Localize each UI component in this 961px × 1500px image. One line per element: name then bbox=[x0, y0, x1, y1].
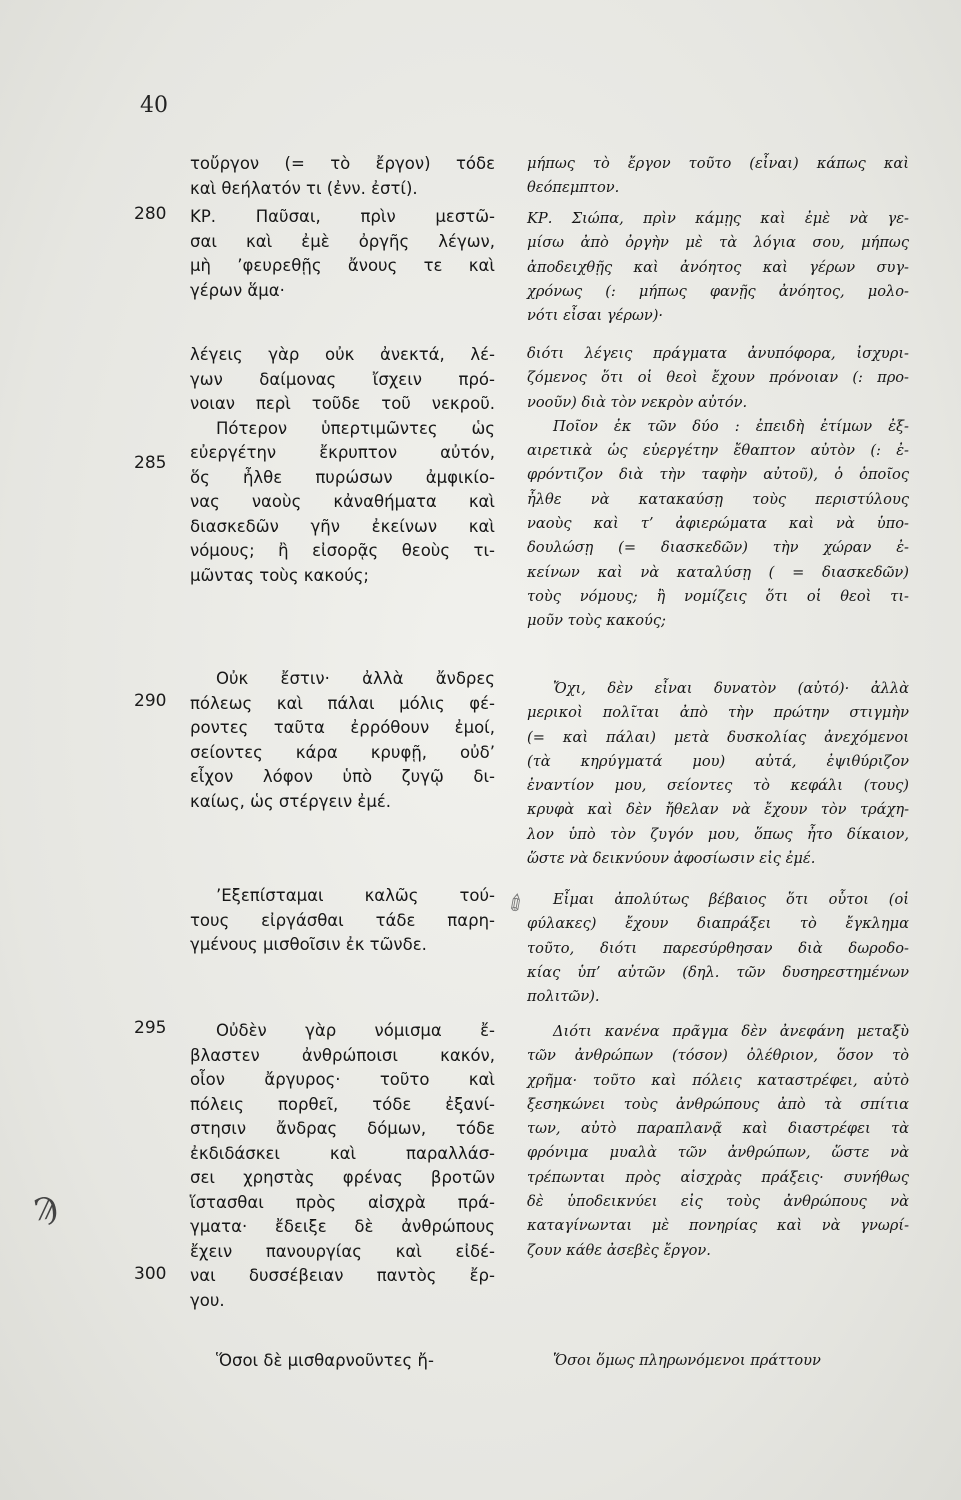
text-line: μερικοὶ πολῖται ἀπὸ τὴν πρώτην στιγμὴν bbox=[527, 704, 909, 722]
greek-block-6 bbox=[190, 1019, 495, 1313]
modern-block-5 bbox=[527, 888, 909, 1009]
text-line: κρυφὰ καὶ δὲν ἤθελαν νὰ ἔχουν τὸν τράχη- bbox=[527, 801, 909, 819]
text-line: θεόπεμπτον. bbox=[527, 179, 620, 197]
text-line: κίας ὑπ’ αὐτῶν (δηλ. τῶν δυσηρεστημένων bbox=[527, 963, 909, 981]
text-line: εἶχον λόφον ὑπὸ ζυγῷ δι- bbox=[190, 767, 495, 786]
text-line: Ὅσοι ὅμως πληρωνόμενοι πράττουν bbox=[553, 1352, 821, 1369]
text-line: κείνων καὶ νὰ καταλύσῃ ( = διασκεδῶν) bbox=[527, 563, 909, 581]
page-number: 40 bbox=[140, 93, 168, 118]
text-line: νόμους; ἢ εἰσορᾷς θεοὺς τι- bbox=[190, 541, 495, 560]
verse-number-295: 295 bbox=[134, 1018, 167, 1038]
modern-block-1 bbox=[527, 152, 909, 201]
text-line: ζόμενος ὅτι οἱ θεοὶ ἔχουν πρόνοιαν (: προ- bbox=[527, 369, 909, 387]
text-line: καὶ θεήλατόν τι (ἐνν. ἐστί). bbox=[190, 178, 418, 198]
text-line: τοὺς νόμους; ἢ νομίζεις ὅτι οἱ θεοὶ τι- bbox=[527, 587, 909, 605]
margin-handwritten-mark: Ϡ bbox=[31, 1190, 61, 1229]
text-line: Πότερον ὑπερτιμῶντες ὡς bbox=[216, 418, 495, 438]
text-line: νας ναοὺς κἀναθήματα καὶ bbox=[190, 492, 495, 511]
text-line: νότι εἶσαι γέρων)· bbox=[527, 307, 664, 325]
text-line: γμένους μισθοῖσιν ἐκ τῶνδε. bbox=[190, 935, 427, 954]
text-line: λέγεις γὰρ οὐκ ἀνεκτά, λέ- bbox=[190, 345, 495, 364]
verse-number-280: 280 bbox=[134, 204, 167, 224]
text-line: διότι λέγεις πράγματα ἀνυπόφορα, ἰσχυρι- bbox=[527, 345, 909, 362]
greek-block-5 bbox=[190, 884, 495, 958]
text-line: ΚΡ. Παῦσαι, πρὶν μεστῶ- bbox=[190, 207, 495, 226]
text-line: πολιτῶν). bbox=[527, 988, 600, 1006]
modern-block-7 bbox=[527, 1349, 909, 1373]
text-line: ἐκδιδάσκει καὶ παραλλάσ- bbox=[190, 1143, 495, 1163]
greek-block-4 bbox=[190, 667, 495, 814]
text-line: μοῦν τοὺς κακούς; bbox=[527, 612, 666, 630]
text-line: χρῆμα· τοῦτο καὶ πόλεις καταστρέφει, αὐτὸ bbox=[527, 1071, 909, 1089]
verse-number-300: 300 bbox=[134, 1264, 167, 1284]
text-line: γου. bbox=[190, 1290, 225, 1310]
text-line: πόλεως καὶ πάλαι μόλις φέ- bbox=[190, 693, 495, 713]
text-line: ὅς ἦλθε πυρώσων ἀμφικίο- bbox=[190, 467, 495, 487]
text-line: νοοῦν) διὰ τὸν νεκρὸν αὐτόν. bbox=[527, 393, 748, 411]
text-line: χρόνως (: μήπως φανῇς ἀνόητος, μολο- bbox=[527, 282, 909, 300]
text-line: φρόντιζον διὰ τὴν ταφὴν αὐτοῦ), ὁ ὁποῖος bbox=[527, 466, 909, 484]
greek-block-2 bbox=[190, 205, 495, 303]
verse-number-285: 285 bbox=[134, 453, 167, 473]
text-line: γων δαίμονας ἴσχειν πρό- bbox=[190, 369, 495, 389]
text-line: τους εἰργάσθαι τάδε παρη- bbox=[190, 910, 495, 930]
text-line: αιρετικὰ ὡς εὐεργέτην ἔθαπτον αὐτὸν (: ἐ- bbox=[527, 442, 909, 460]
text-line: ὥστε νὰ δεικνύουν ἀφοσίωσιν εἰς ἐμέ. bbox=[527, 850, 816, 868]
pencil-mark-icon: ✐ bbox=[502, 888, 532, 921]
text-line: Ποῖον ἐκ τῶν δύο : ἐπειδὴ ἐτίμων ἐξ- bbox=[553, 417, 909, 435]
text-line: βλαστεν ἀνθρώποισι κακόν, bbox=[190, 1045, 495, 1065]
verse-number-290: 290 bbox=[134, 691, 167, 711]
text-line: ἀποδειχθῇς καὶ ἀνόητος καὶ γέρων συγ- bbox=[527, 258, 909, 276]
text-line: σείοντες κάρα κρυφῇ, οὐδ’ bbox=[190, 742, 495, 762]
text-line: στησιν ἄνδρας δόμων, τόδε bbox=[190, 1119, 495, 1138]
text-line: τοὔργον (= τὸ ἔργον) τόδε bbox=[190, 154, 495, 173]
text-line: εὐεργέτην ἔκρυπτον αὐτόν, bbox=[190, 443, 495, 462]
text-line: ξεσηκώνει τοὺς ἀνθρώπους ἀπὸ τὰ σπίτια bbox=[527, 1095, 909, 1113]
greek-block-1 bbox=[190, 152, 495, 201]
text-line: ἔχειν πανουργίας καὶ εἰδέ- bbox=[190, 1241, 495, 1261]
text-line: μίσω ἀπὸ ὀργὴν μὲ τὰ λόγια σου, μήπως bbox=[527, 234, 909, 252]
text-line: ναοὺς καὶ τ’ ἀφιερώματα καὶ νὰ ὑπο- bbox=[527, 515, 909, 533]
text-line: φρόνιμα μυαλὰ τῶν ἀνθρώπων, ὥστε νὰ bbox=[527, 1144, 909, 1162]
text-line: νοιαν περὶ τοῦδε τοῦ νεκροῦ. bbox=[190, 394, 495, 413]
text-line: οἷον ἄργυρος· τοῦτο καὶ bbox=[190, 1070, 495, 1089]
text-line: (τὰ κηρύγματά μου) αὐτά, ἐψιθύριζον bbox=[527, 752, 909, 770]
text-line: Ὄχι, δὲν εἶναι δυνατὸν (αὐτό)· ἀλλὰ bbox=[553, 680, 909, 697]
text-line: τρέπωνται πρὸς αἰσχρὰς πράξεις· συνήθως bbox=[527, 1168, 909, 1186]
text-line: των, αὐτὸ παραπλανᾷ καὶ διαστρέφει τὰ bbox=[527, 1120, 909, 1138]
text-line: ἐναντίον μου, σείοντες τὸ κεφάλι (τους) bbox=[527, 777, 909, 795]
text-line: πόλεις πορθεῖ, τόδε ἐξανί- bbox=[190, 1094, 495, 1114]
text-line: διασκεδῶν γῆν ἐκείνων καὶ bbox=[190, 516, 495, 536]
text-line: Ὅσοι δὲ μισθαρνοῦντες ἤ- bbox=[216, 1351, 434, 1370]
text-line: καίως, ὡς στέργειν ἐμέ. bbox=[190, 791, 392, 811]
text-line: ΚΡ. Σιώπα, πρὶν κάμῃς καὶ ἐμὲ νὰ γε- bbox=[527, 210, 909, 227]
modern-block-6 bbox=[527, 1020, 909, 1263]
text-line: λον ὑπὸ τὸν ζυγόν μου, ὅπως ἦτο δίκαιον, bbox=[527, 825, 909, 843]
text-line: γματα· ἔδειξε δὲ ἀνθρώπους bbox=[190, 1217, 495, 1236]
text-line: ἦλθε νὰ κατακαύσῃ τοὺς περιστύλους bbox=[527, 490, 909, 508]
text-line: μήπως τὸ ἔργον τοῦτο (εἶναι) κάπως καὶ bbox=[527, 155, 909, 172]
text-line: Εἶμαι ἀπολύτως βέβαιος ὅτι οὗτοι (οἱ bbox=[553, 891, 909, 908]
greek-block-7 bbox=[190, 1349, 495, 1374]
modern-block-2 bbox=[527, 207, 909, 328]
text-line: ζουν κάθε ἀσεβὲς ἔργον. bbox=[527, 1241, 711, 1259]
text-line: Οὐκ ἔστιν· ἀλλὰ ἄνδρες bbox=[216, 669, 495, 688]
text-line: μῶντας τοὺς κακούς; bbox=[190, 565, 369, 585]
text-line: (= καὶ πάλαι) μετὰ δυσκολίας ἀνεχόμενοι bbox=[527, 728, 909, 746]
text-line: σει χρηστὰς φρένας βροτῶν bbox=[190, 1168, 495, 1187]
text-line: καταγίνωνται μὲ πονηρίας καὶ νὰ γνωρί- bbox=[527, 1217, 909, 1235]
text-line: γέρων ἅμα· bbox=[190, 280, 285, 300]
text-line: μὴ ’φευρεθῇς ἄνους τε καὶ bbox=[190, 256, 495, 275]
text-line: Οὐδὲν γὰρ νόμισμα ἔ- bbox=[216, 1021, 495, 1040]
text-line: τοῦτο, διότι παρεσύρθησαν διὰ δωροδο- bbox=[527, 939, 909, 957]
text-line: Διότι κανένα πρᾶγμα δὲν ἀνεφάνη μεταξὺ bbox=[553, 1023, 909, 1040]
text-line: δὲ ὑποδεικνύει εἰς τοὺς ἀνθρώπους νὰ bbox=[527, 1193, 909, 1211]
text-line: ’Εξεπίσταμαι καλῶς τού- bbox=[216, 886, 495, 905]
text-line: ροντες ταῦτα ἐρρόθουν ἐμοί, bbox=[190, 718, 495, 737]
text-line: σαι καὶ ἐμὲ ὀργῆς λέγων, bbox=[190, 231, 495, 251]
text-line: ἵστασθαι πρὸς αἰσχρὰ πρά- bbox=[190, 1192, 495, 1212]
text-line: φύλακες) ἔχουν διαπράξει τὸ ἔγκλημα bbox=[527, 915, 909, 933]
modern-block-3 bbox=[527, 342, 909, 634]
text-line: δουλώσῃ (= διασκεδῶν) τὴν χώραν ἐ- bbox=[527, 539, 909, 557]
modern-block-4 bbox=[527, 677, 909, 871]
text-line: ναι δυσσέβειαν παντὸς ἔρ- bbox=[190, 1266, 495, 1285]
greek-block-3 bbox=[190, 343, 495, 588]
text-line: τῶν ἀνθρώπων (τόσον) ὀλέθριον, ὅσον τὸ bbox=[527, 1047, 909, 1065]
